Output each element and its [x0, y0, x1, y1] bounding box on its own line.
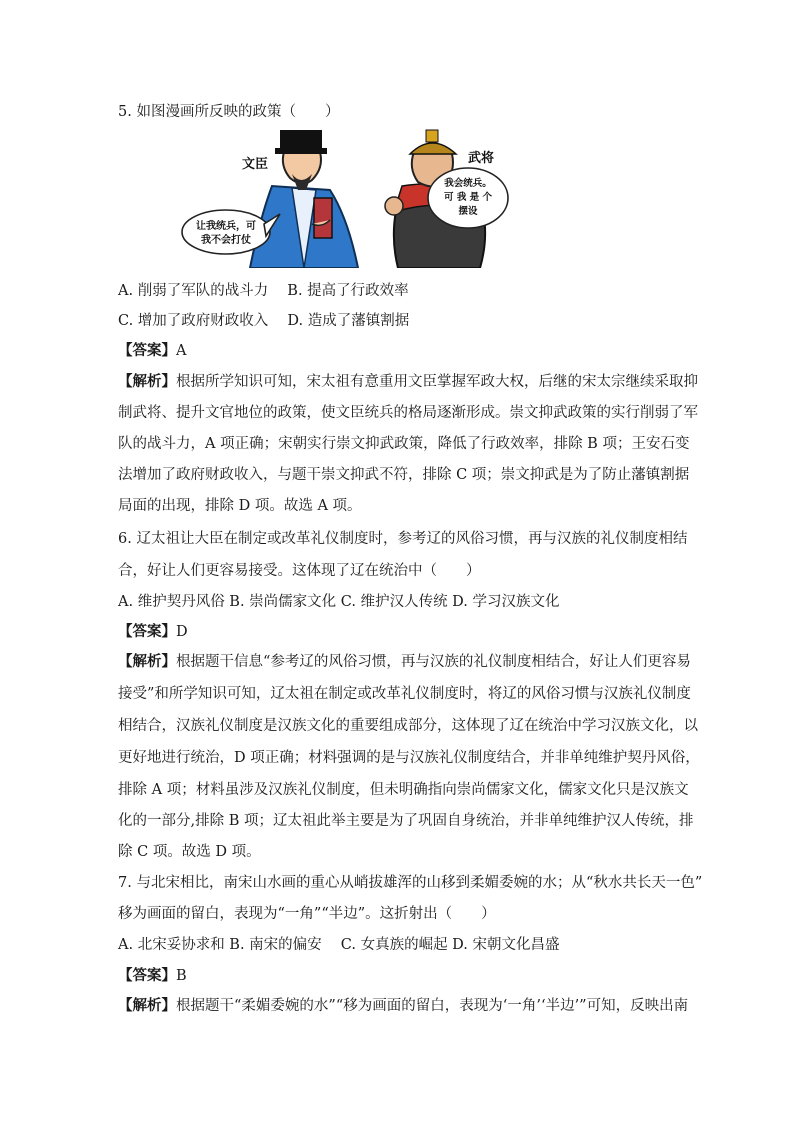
- q5-options-line2: C. 增加了政府财政收入 D. 造成了藩镇割据: [118, 313, 410, 329]
- answer-value: D: [176, 624, 188, 640]
- answer-tag: 【答案】: [118, 623, 176, 640]
- military-bubble-line1: 我会统兵。: [444, 178, 492, 189]
- q5-options-line1: A. 削弱了军队的战斗力 B. 提高了行政效率: [118, 283, 409, 299]
- cartoon-illustration: [180, 128, 510, 268]
- q6-stem-line2: 合，好让人们更容易接受。这体现了辽在统治中（ ）: [118, 563, 481, 579]
- analysis-text: 根据所学知识可知，宋太祖有意重用文臣掌握军政大权，后继的宋太宗继续采取抑: [176, 374, 698, 390]
- civil-bubble-line2: 我不会打仗: [201, 235, 251, 246]
- q5-analysis-line5: 局面的出现，排除 D 项。故选 A 项。: [118, 498, 362, 514]
- q5-analysis-line1: [118, 372, 698, 392]
- q7-options: A. 北宋妥协求和 B. 南宋的偏安 C. 女真族的崛起 D. 宋朝文化昌盛: [118, 937, 560, 953]
- cartoon-civil-vs-military: [180, 128, 510, 268]
- answer-value: A: [176, 343, 187, 359]
- q6-options: A. 维护契丹风俗 B. 崇尚儒家文化 C. 维护汉人传统 D. 学习汉族文化: [118, 594, 560, 610]
- q5-stem: 5. 如图漫画所反映的政策（ ）: [118, 104, 340, 120]
- military-bubble-line3: 摆设: [458, 206, 478, 217]
- q5-analysis-line2: 制武将、提升文官地位的政策，使文臣统兵的格局逐渐形成。崇文抑武政策的实行削弱了军: [118, 405, 698, 421]
- civil-bubble-line1: 让我统兵，可: [196, 221, 256, 232]
- analysis-tag: 【解析】: [118, 997, 176, 1014]
- civil-label: 文臣: [242, 157, 269, 172]
- q6-analysis-line4: 更好地进行统治，D 项正确；材料强调的是与汉族礼仪制度结合，并非单纯维护契丹风俗，: [118, 750, 700, 766]
- q5-analysis-line4: 法增加了政府财政收入，与题干崇文抑武不符，排除 C 项；崇文抑武是为了防止藩镇割据: [118, 467, 690, 483]
- q6-stem-line1: 6. 辽太祖让大臣在制定或改革礼仪制度时，参考辽的风俗习惯，再与汉族的礼仪制度相结: [118, 531, 688, 547]
- analysis-tag: 【解析】: [118, 653, 176, 670]
- answer-value: B: [176, 968, 187, 984]
- q6-analysis-line2: 接受”和所学知识可知，辽太祖在制定或改革礼仪制度时，将辽的风俗习惯与汉族礼仪制度: [118, 686, 691, 702]
- answer-tag: 【答案】: [118, 967, 176, 984]
- q6-analysis-line3: 相结合，汉族礼仪制度是汉族文化的重要组成部分，这体现了辽在统治中学习汉族文化，以: [118, 718, 698, 734]
- q6-analysis-line7: 除 C 项。故选 D 项。: [118, 844, 261, 860]
- q5-analysis-line3: 队的战斗力，A 项正确；宋朝实行崇文抑武政策，降低了行政效率，排除 B 项；王安石变: [118, 436, 690, 452]
- analysis-text: 根据题干“柔媚委婉的水”“移为画面的留白，表现为‘一角’‘半边’”可知，反映出南: [176, 998, 689, 1014]
- q6-analysis-line6: 化的一部分,排除 B 项；辽太祖此举主要是为了巩固自身统治，并非单纯维护汉人传统，排: [118, 813, 694, 829]
- analysis-text: 根据题干信息“参考辽的风俗习惯，再与汉族的礼仪制度相结合，好让人们更容易: [176, 654, 691, 670]
- military-bubble-line2: 可 我 是 个: [444, 192, 492, 203]
- q6-analysis-line5: 排除 A 项；材料虽涉及汉族礼仪制度，但未明确指向崇尚儒家文化，儒家文化只是汉族文: [118, 782, 689, 798]
- military-label: 武将: [468, 151, 495, 166]
- q7-stem-line1: 7. 与北宋相比，南宋山水画的重心从峭拔雄浑的山移到柔媚委婉的水；从“秋水共长天一色”: [118, 875, 703, 891]
- analysis-tag: 【解析】: [118, 373, 176, 390]
- answer-tag: 【答案】: [118, 342, 176, 359]
- q5-answer: [118, 341, 678, 361]
- q7-answer: [118, 966, 678, 986]
- military-speech-bubble: [428, 168, 508, 228]
- q7-stem-line2: 移为画面的留白，表现为“一角”“半边”。这折射出（ ）: [118, 906, 496, 922]
- civil-official-figure: [250, 130, 358, 268]
- q6-analysis-line1: [118, 652, 691, 672]
- q7-analysis-line1: [118, 996, 689, 1016]
- q6-answer: [118, 622, 678, 642]
